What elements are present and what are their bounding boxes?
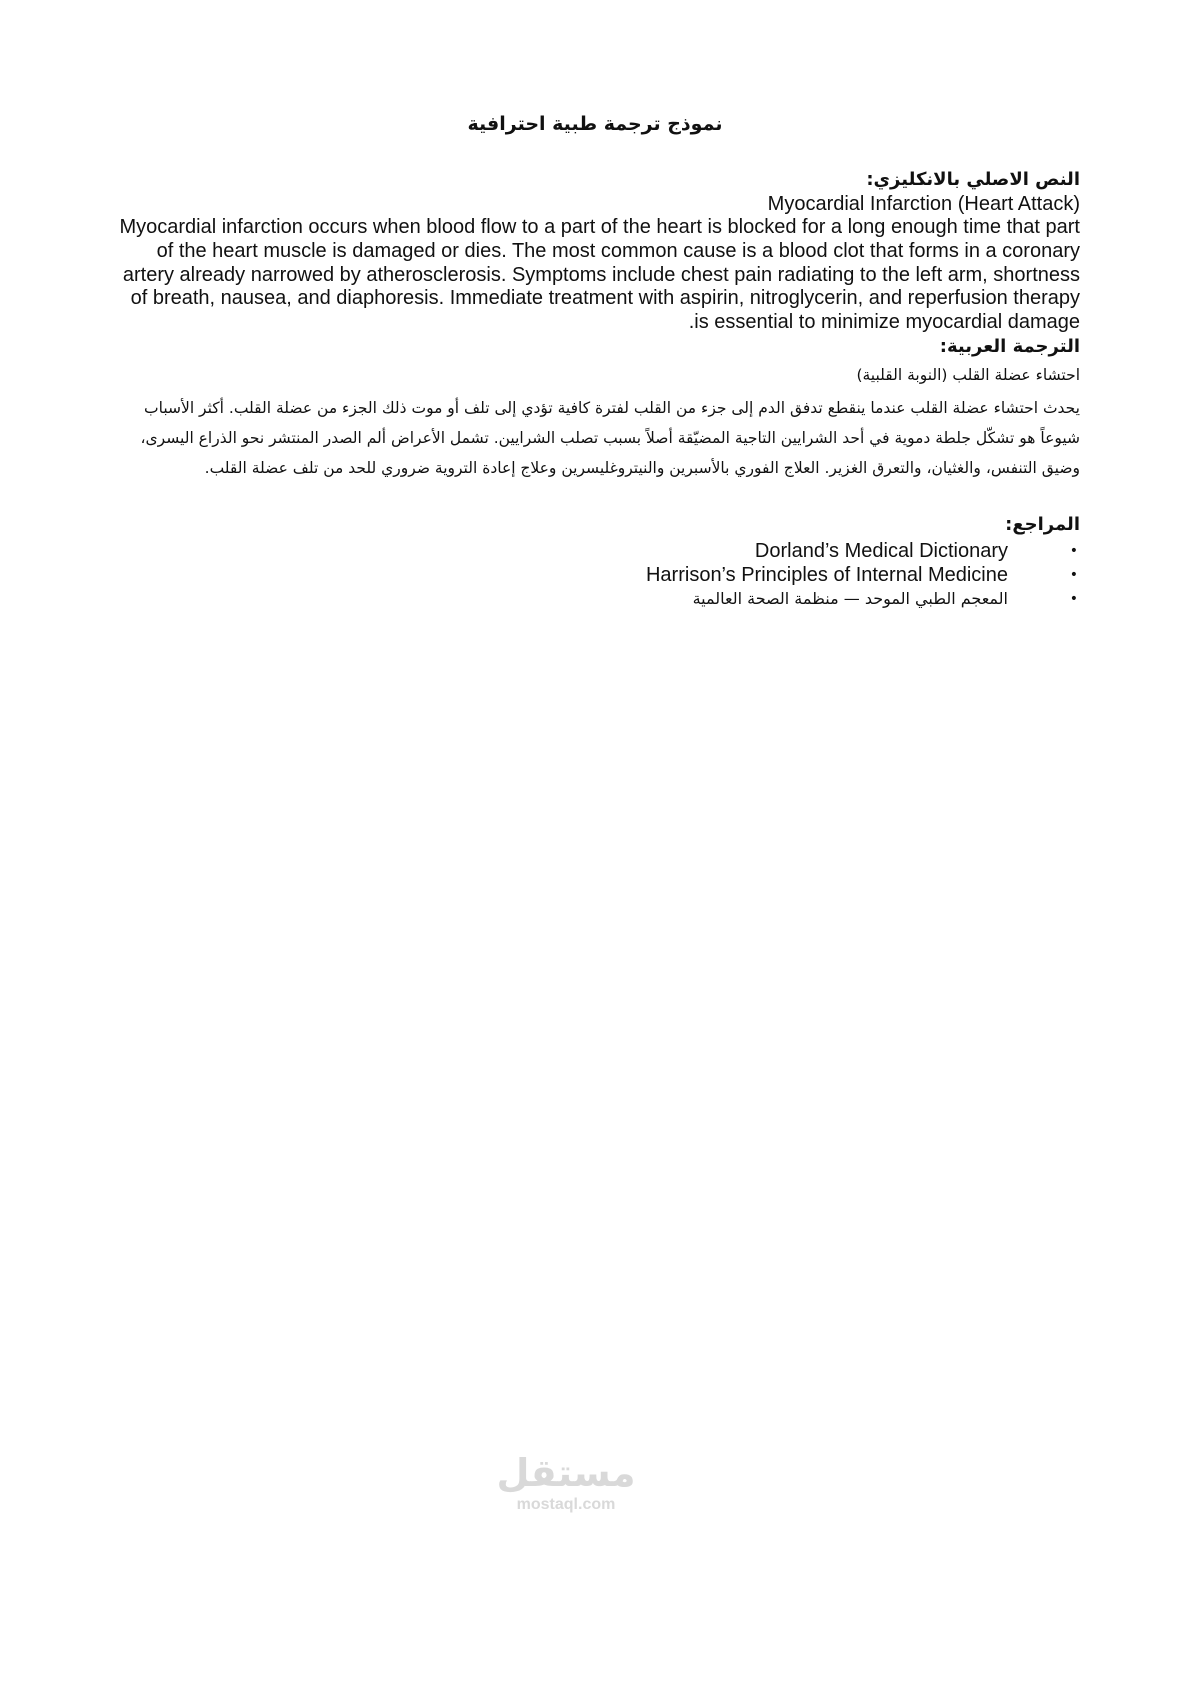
mostaql-logo: مستقل	[496, 1451, 636, 1495]
page-title: نموذج ترجمة طبية احترافية	[467, 113, 723, 135]
original-text-heading: النص الاصلي بالانكليزي:	[866, 169, 1080, 190]
document-body	[112, 168, 1080, 611]
arabic-article-body: يحدث احتشاء عضلة القلب عندما ينقطع تدفق الدم إلى جزء من القلب لفترة كافية تؤدي إلى تلف أو موت ذلك الجزء من عضلة القلب. أكثر الأسباب شيوعاً هو تشكّل جلطة دموية في أحد الشرايين التاجية المضيّقة أصلاً بسبب تصلب الشرايين. تشمل الأعراض ألم الصدر المنتشر نحو الذراع اليسرى، وضيق التنفس، والغثيان، والتعرق الغزير. العلاج الفوري بالأسبرين والنيتروغليسرين وعلاج إعادة التروية ضروري للحد من تلف عضلة القلب.	[140, 398, 1080, 477]
reference-text: المعجم الطبي الموحد — منظمة الصحة العالمية	[692, 588, 1008, 608]
reference-text: Dorland’s Medical Dictionary	[754, 539, 1008, 562]
list-item	[112, 563, 1080, 587]
arabic-article-title: احتشاء عضلة القلب (النوبة القلبية)	[856, 365, 1080, 384]
references-heading: المراجع:	[1005, 513, 1080, 535]
references-list	[112, 539, 1080, 611]
arabic-translation-heading: الترجمة العربية:	[939, 335, 1080, 357]
list-item	[112, 587, 1080, 611]
bullet-icon: •	[1069, 590, 1078, 607]
reference-text: Harrison’s Principles of Internal Medicine	[645, 563, 1008, 586]
watermark-url: mostaql.com	[516, 1496, 616, 1513]
english-article-title: Myocardial Infarction (Heart Attack)	[767, 193, 1080, 215]
list-item	[112, 539, 1080, 563]
english-article-body: Myocardial infarction occurs when blood flow to a part of the heart is blocked for a long enough time that part of the heart muscle is damaged or dies. The most common cause is a blood clot that forms in a coronary artery already narrowed by atherosclerosis. Symptoms include chest pain radiating to the left arm, shortness of breath, nausea, and diaphoresis. Immediate treatment with aspirin, nitroglycerin, and reperfusion therapy is essential to minimize myocardial damage.	[119, 216, 1080, 334]
bullet-icon: •	[1069, 542, 1078, 559]
mostaql-watermark	[496, 1450, 636, 1514]
bullet-icon: •	[1069, 566, 1078, 583]
